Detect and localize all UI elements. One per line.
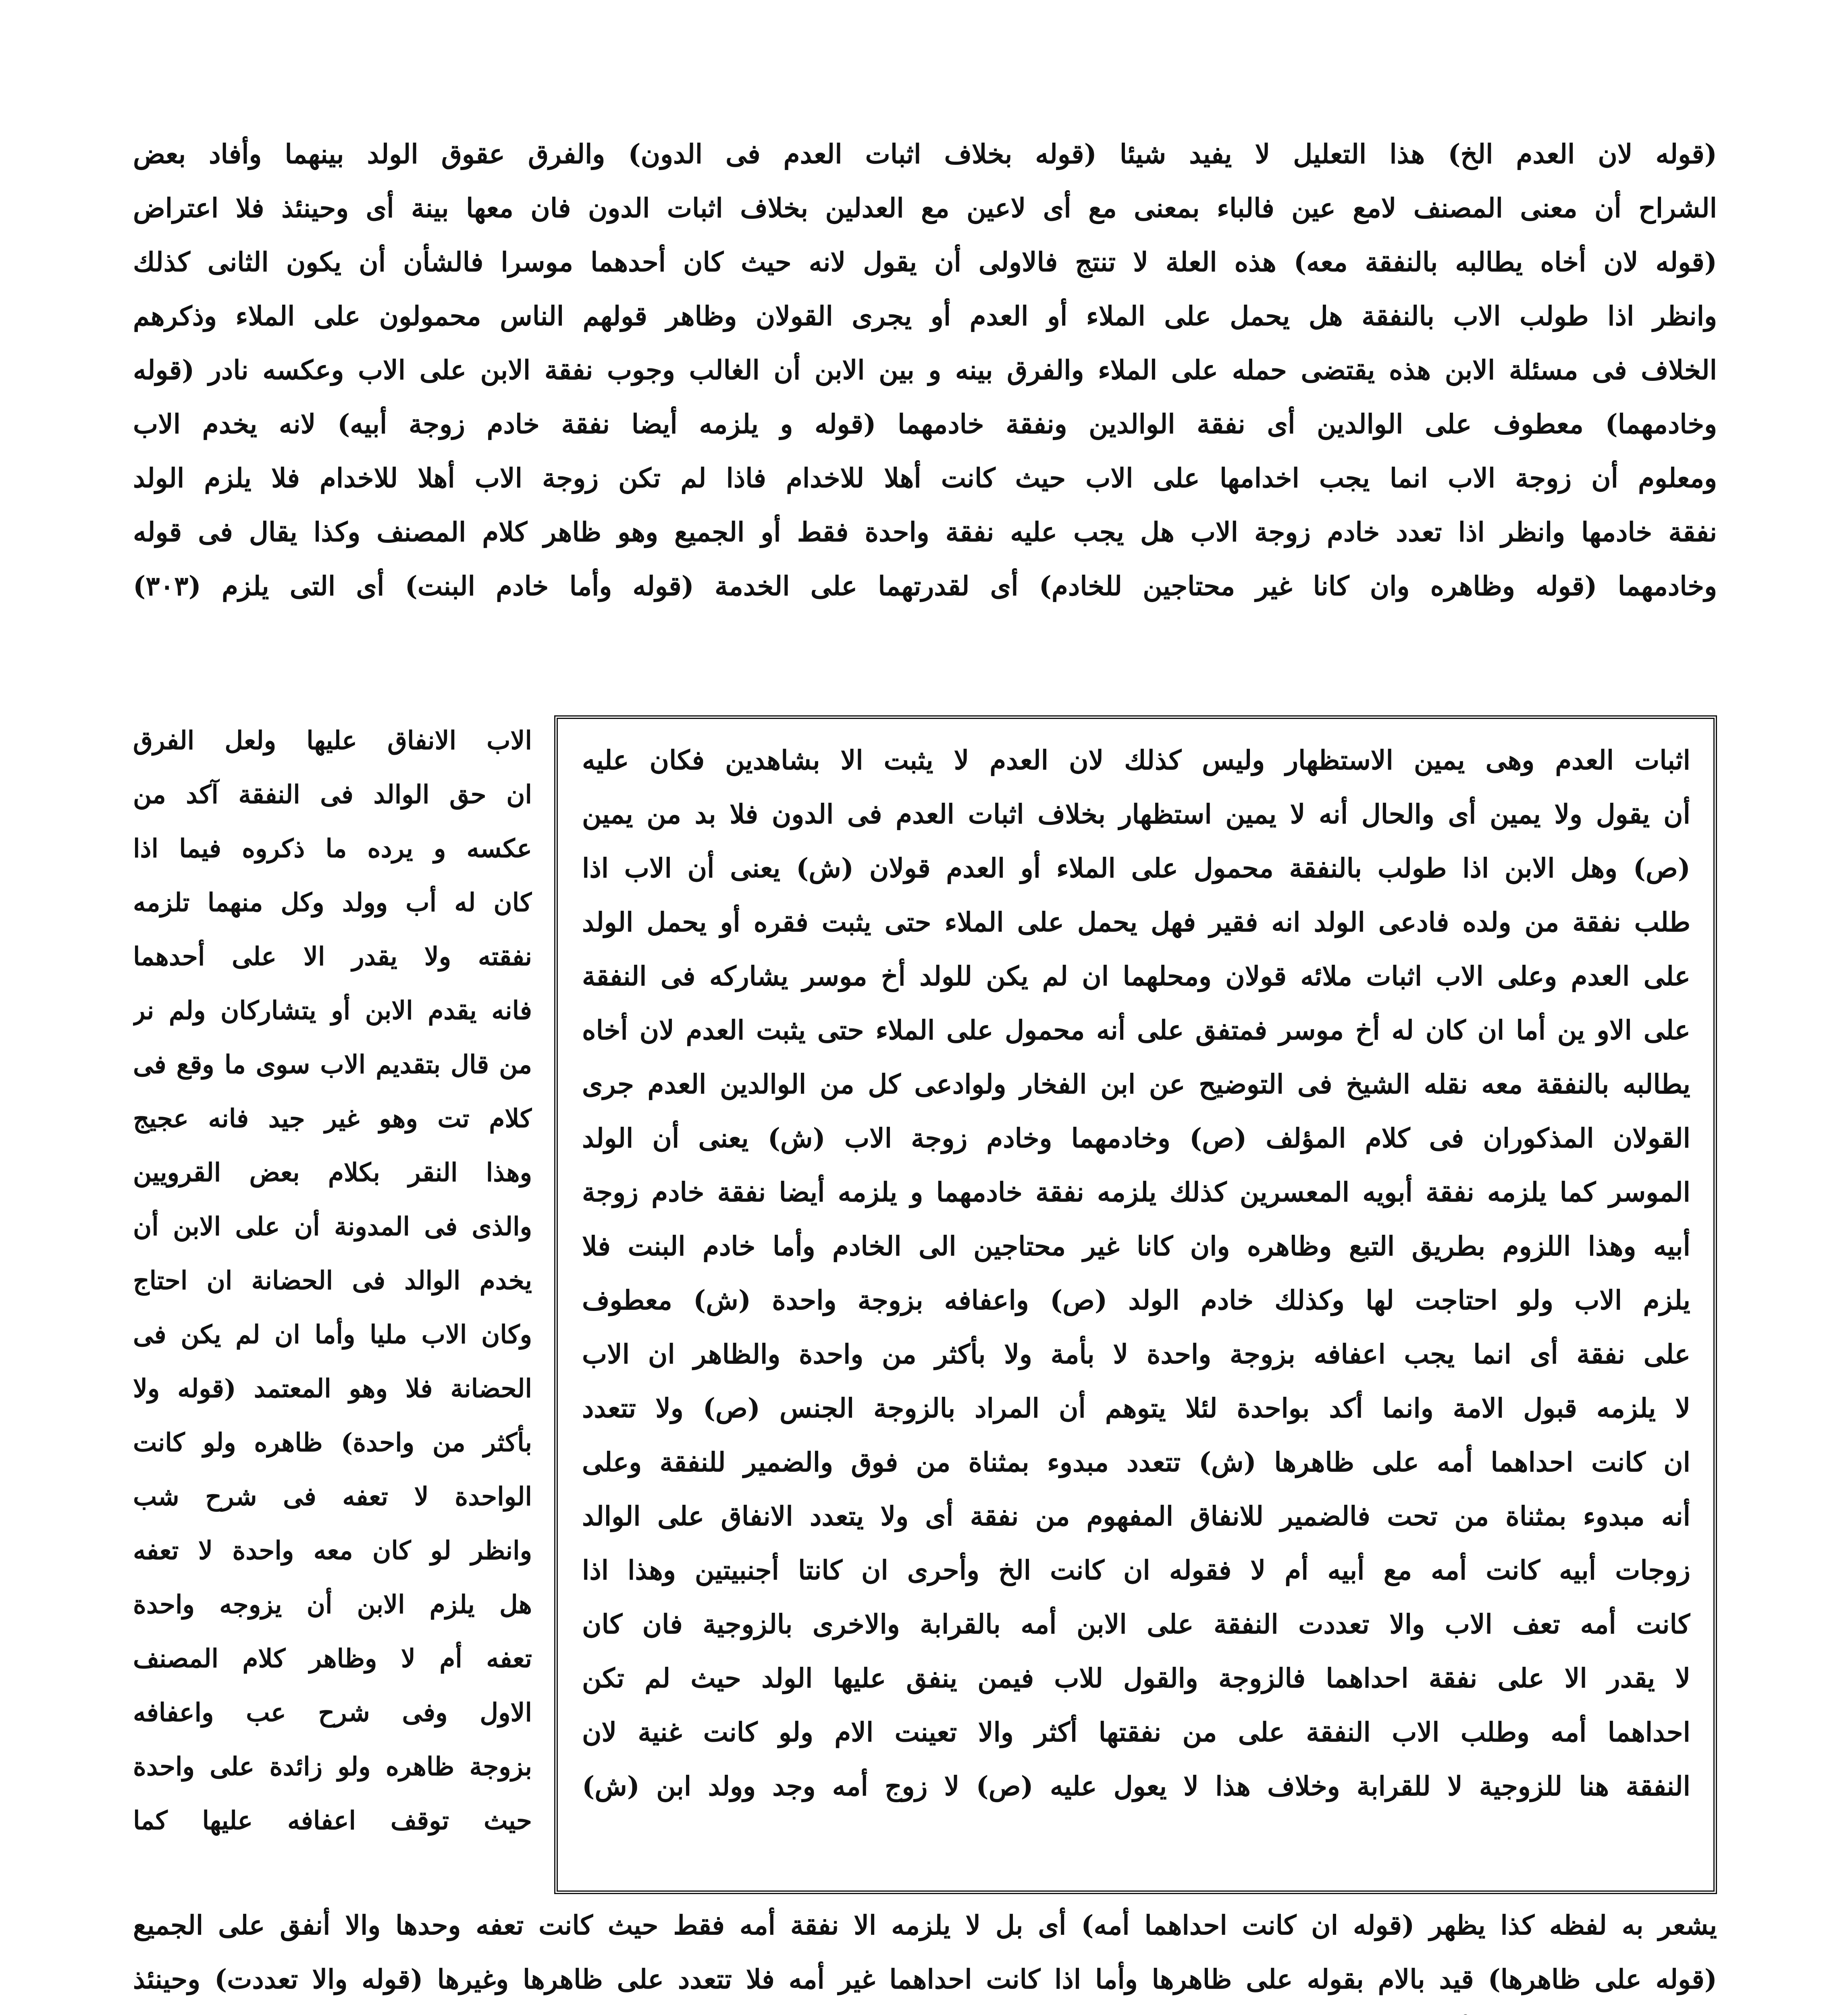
side-line: حيث توقف اعفافه عليها كما <box>133 1805 532 1835</box>
main-line: لا يلزمه قبول الامة وانما أكد بواحدة لئلا يتوهم أن المراد بالزوجة الجنس (ص) ولا تتعدد <box>582 1392 1690 1424</box>
main-line: يطالبه بالنفقة معه نقله الشيخ فى التوضيح عن ابن الفخار ولوادعى كل من الوالدين العدم جرى <box>582 1068 1690 1100</box>
side-line: وكان الاب مليا وأما ان لم يكن فى <box>133 1319 532 1349</box>
side-line: الاول وفى شرح عب واعفافه <box>133 1697 532 1727</box>
top-line: الشراح أن معنى المصنف لامع عين فالباء بمعنى مع أى لاعين مع العدلين بخلاف اثبات الدون فان معها بينة أى وحينئذ فلا اعتراض <box>133 192 1717 224</box>
main-line: ان كانت احداهما أمه على ظاهرها (ش) تتعدد مبدوء بمثناة من فوق والضمير للنفقة وعلى <box>582 1446 1690 1478</box>
main-text-frame <box>554 715 1717 1894</box>
side-line: يخدم الوالد فى الحضانة ان احتاج <box>133 1265 532 1295</box>
main-line: (ص) وهل الابن اذا طولب بالنفقة محمول على الملاء أو العدم قولان (ش) يعنى أن الاب اذا <box>582 852 1690 884</box>
side-line: من قال بتقديم الاب سوى ما وقع فى <box>133 1049 532 1079</box>
side-line: تعفه أم لا وظاهر كلام المصنف <box>133 1643 532 1673</box>
main-line: أبيه وهذا اللزوم بطريق التبع وظاهره وان كانا غير محتاجين الى الخادم وأما خادم البنت فلا <box>582 1230 1690 1262</box>
bottom-commentary <box>133 1898 1717 2015</box>
side-line: بأكثر من واحدة) ظاهره ولو كانت <box>133 1427 532 1457</box>
side-line: عكسه و يرده ما ذكروه فيما اذا <box>133 833 532 863</box>
top-line: وخادمهما) معطوف على الوالدين أى نفقة الوالدين ونفقة خادمهما (قوله و يلزمه أيضا نفقة خادم زوجة أبيه) لانه يخدم الاب <box>133 408 1717 440</box>
side-line: وانظر لو كان معه واحدة لا تعفه <box>133 1535 532 1565</box>
top-line: (قوله لان العدم الخ) هذا التعليل لا يفيد شيئا (قوله بخلاف اثبات العدم فى الدون) والفرق عقوق الولد بينهما وأفاد بعض <box>133 138 1717 170</box>
main-text <box>582 733 1690 1878</box>
main-line: كانت أمه تعف الاب والا تعددت النفقة على الابن أمه بالقرابة والاخرى بالزوجية فان كان <box>582 1608 1690 1640</box>
side-line: والذى فى المدونة أن على الابن أن <box>133 1211 532 1241</box>
top-line: ومعلوم أن زوجة الاب انما يجب اخدامها على الاب حيث كانت أهلا للاخدام فاذا لم تكن زوجة الاب أهلا للاخدام فلا يلزم الولد <box>133 462 1717 494</box>
side-line: الاب الانفاق عليها ولعل الفرق <box>133 725 532 755</box>
bottom-line <box>133 2006 1717 2015</box>
main-line: زوجات أبيه كانت أمه مع أبيه أم لا فقوله ان كانت الخ وأحرى ان كانتا أجنبيتين وهذا اذا <box>582 1554 1690 1586</box>
side-line: نفقته ولا يقدر الا على أحدهما <box>133 941 532 971</box>
side-line: بزوجة ظاهره ولو زائدة على واحدة <box>133 1751 532 1781</box>
top-line-text: وخادمهما (قوله وظاهره وان كانا غير محتاجين للخادم) أى لقدرتهما على الخدمة (قوله وأما خادم البنت) أى التى يلزم <box>222 570 1717 602</box>
top-commentary <box>133 127 1717 719</box>
main-line: القولان المذكوران فى كلام المؤلف (ص) وخادمهما وخادم زوجة الاب (ش) يعنى أن الولد <box>582 1122 1690 1154</box>
main-line: الموسر كما يلزمه نفقة أبويه المعسرين كذلك يلزمه نفقة خادمهما و يلزمه أيضا نفقة خادم زوجة <box>582 1176 1690 1208</box>
page-number: ٣٠٣ <box>146 570 189 602</box>
top-line: (قوله لان أخاه يطالبه بالنفقة معه) هذه العلة لا تنتج فالاولى أن يقول لانه حيث كان أحدهما موسرا فالشأن أن يكون الثانى كذلك <box>133 246 1717 278</box>
main-line: على الاو ين أما ان كان له أخ موسر فمتفق على أنه محمول على الملاء حتى يثبت العدم لان أخاه <box>582 1014 1690 1046</box>
main-line: النفقة هنا للزوجية لا للقرابة وخلاف هذا لا يعول عليه (ص) لا زوج أمه وجد وولد ابن (ش) <box>582 1770 1690 1802</box>
bottom-line: يشعر به لفظه كذا يظهر (قوله ان كانت احداهما أمه) أى بل لا يلزمه الا نفقة أمه فقط حيث كانت تعفه وحدها والا أنفق على الجميع <box>133 1909 1717 1941</box>
top-line: الخلاف فى مسئلة الابن هذه يقتضى حمله على الملاء والفرق بينه و بين الابن أن الغالب وجوب نفقة الابن على الاب وعكسه نادر (قوله <box>133 354 1717 386</box>
side-line: هل يلزم الابن أن يزوجه واحدة <box>133 1589 532 1619</box>
main-line: أن يقول ولا يمين أى والحال أنه لا يمين استظهار بخلاف اثبات العدم فى الدون فلا بد من يمين <box>582 798 1690 830</box>
main-line: احداهما أمه وطلب الاب النفقة على من نفقتها أكثر والا تعينت الام ولو كانت غنية لان <box>582 1716 1690 1748</box>
top-line: وانظر اذا طولب الاب بالنفقة هل يحمل على الملاء أو العدم أو يجرى القولان وظاهر قولهم الناس محمولون على الملاء وذكرهم <box>133 300 1717 332</box>
side-line: كلام تت وهو غير جيد فانه عجيج <box>133 1103 532 1133</box>
side-line: وهذا النقر بكلام بعض القرويين <box>133 1157 532 1187</box>
side-line: ان حق الوالد فى النفقة آكد من <box>133 779 532 809</box>
side-line: الحضانة فلا وهو المعتمد (قوله ولا <box>133 1373 532 1403</box>
side-line: الواحدة لا تعفه فى شرح شب <box>133 1481 532 1511</box>
bottom-line: (قوله على ظاهرها) قيد بالام بقوله على ظاهرها وأما اذا كانت احداهما غير أمه فلا تتعدد على ظاهرها وغيرها (قوله والا تعددت) وحينئذ <box>133 1963 1717 1995</box>
main-line: اثبات العدم وهى يمين الاستظهار وليس كذلك لان العدم لا يثبت الا بشاهدين فكان عليه <box>582 744 1690 776</box>
side-commentary <box>133 713 532 1898</box>
main-line: يلزم الاب ولو احتاجت لها وكذلك خادم الولد (ص) واعفافه بزوجة واحدة (ش) معطوف <box>582 1284 1690 1316</box>
side-line: فانه يقدم الابن أو يتشاركان ولم نر <box>133 995 532 1025</box>
main-line: على نفقة أى انما يجب اعفافه بزوجة واحدة لا بأمة ولا بأكثر من واحدة والظاهر ان الاب <box>582 1338 1690 1370</box>
main-line: طلب نفقة من ولده فادعى الولد انه فقير فهل يحمل على الملاء حتى يثبت فقره أو يحمل الولد <box>582 906 1690 938</box>
top-line-with-page-number: وخادمهما (قوله وظاهره وان كانا غير محتاجين للخادم) أى لقدرتهما على الخدمة (قوله وأما خادم البنت) أى التى يلزم (٣٠٣) <box>133 570 1717 602</box>
side-line: كان له أب وولد وكل منهما تلزمه <box>133 887 532 917</box>
top-line: نفقة خادمها وانظر اذا تعدد خادم زوجة الاب هل يجب عليه نفقة واحدة فقط أو الجميع وهو ظاهر كلام المصنف وكذا يقال فى قوله <box>133 516 1717 548</box>
main-line: أنه مبدوء بمثناة من تحت فالضمير للانفاق المفهوم من نفقة أى ولا يتعدد الانفاق على الوالد <box>582 1500 1690 1532</box>
main-line: لا يقدر الا على نفقة احداهما فالزوجة والقول للاب فيمن ينفق عليها الولد حيث لم تكن <box>582 1662 1690 1694</box>
main-line: على العدم وعلى الاب اثبات ملائه قولان ومحلهما ان لم يكن للولد أخ موسر يشاركه فى النفقة <box>582 960 1690 992</box>
